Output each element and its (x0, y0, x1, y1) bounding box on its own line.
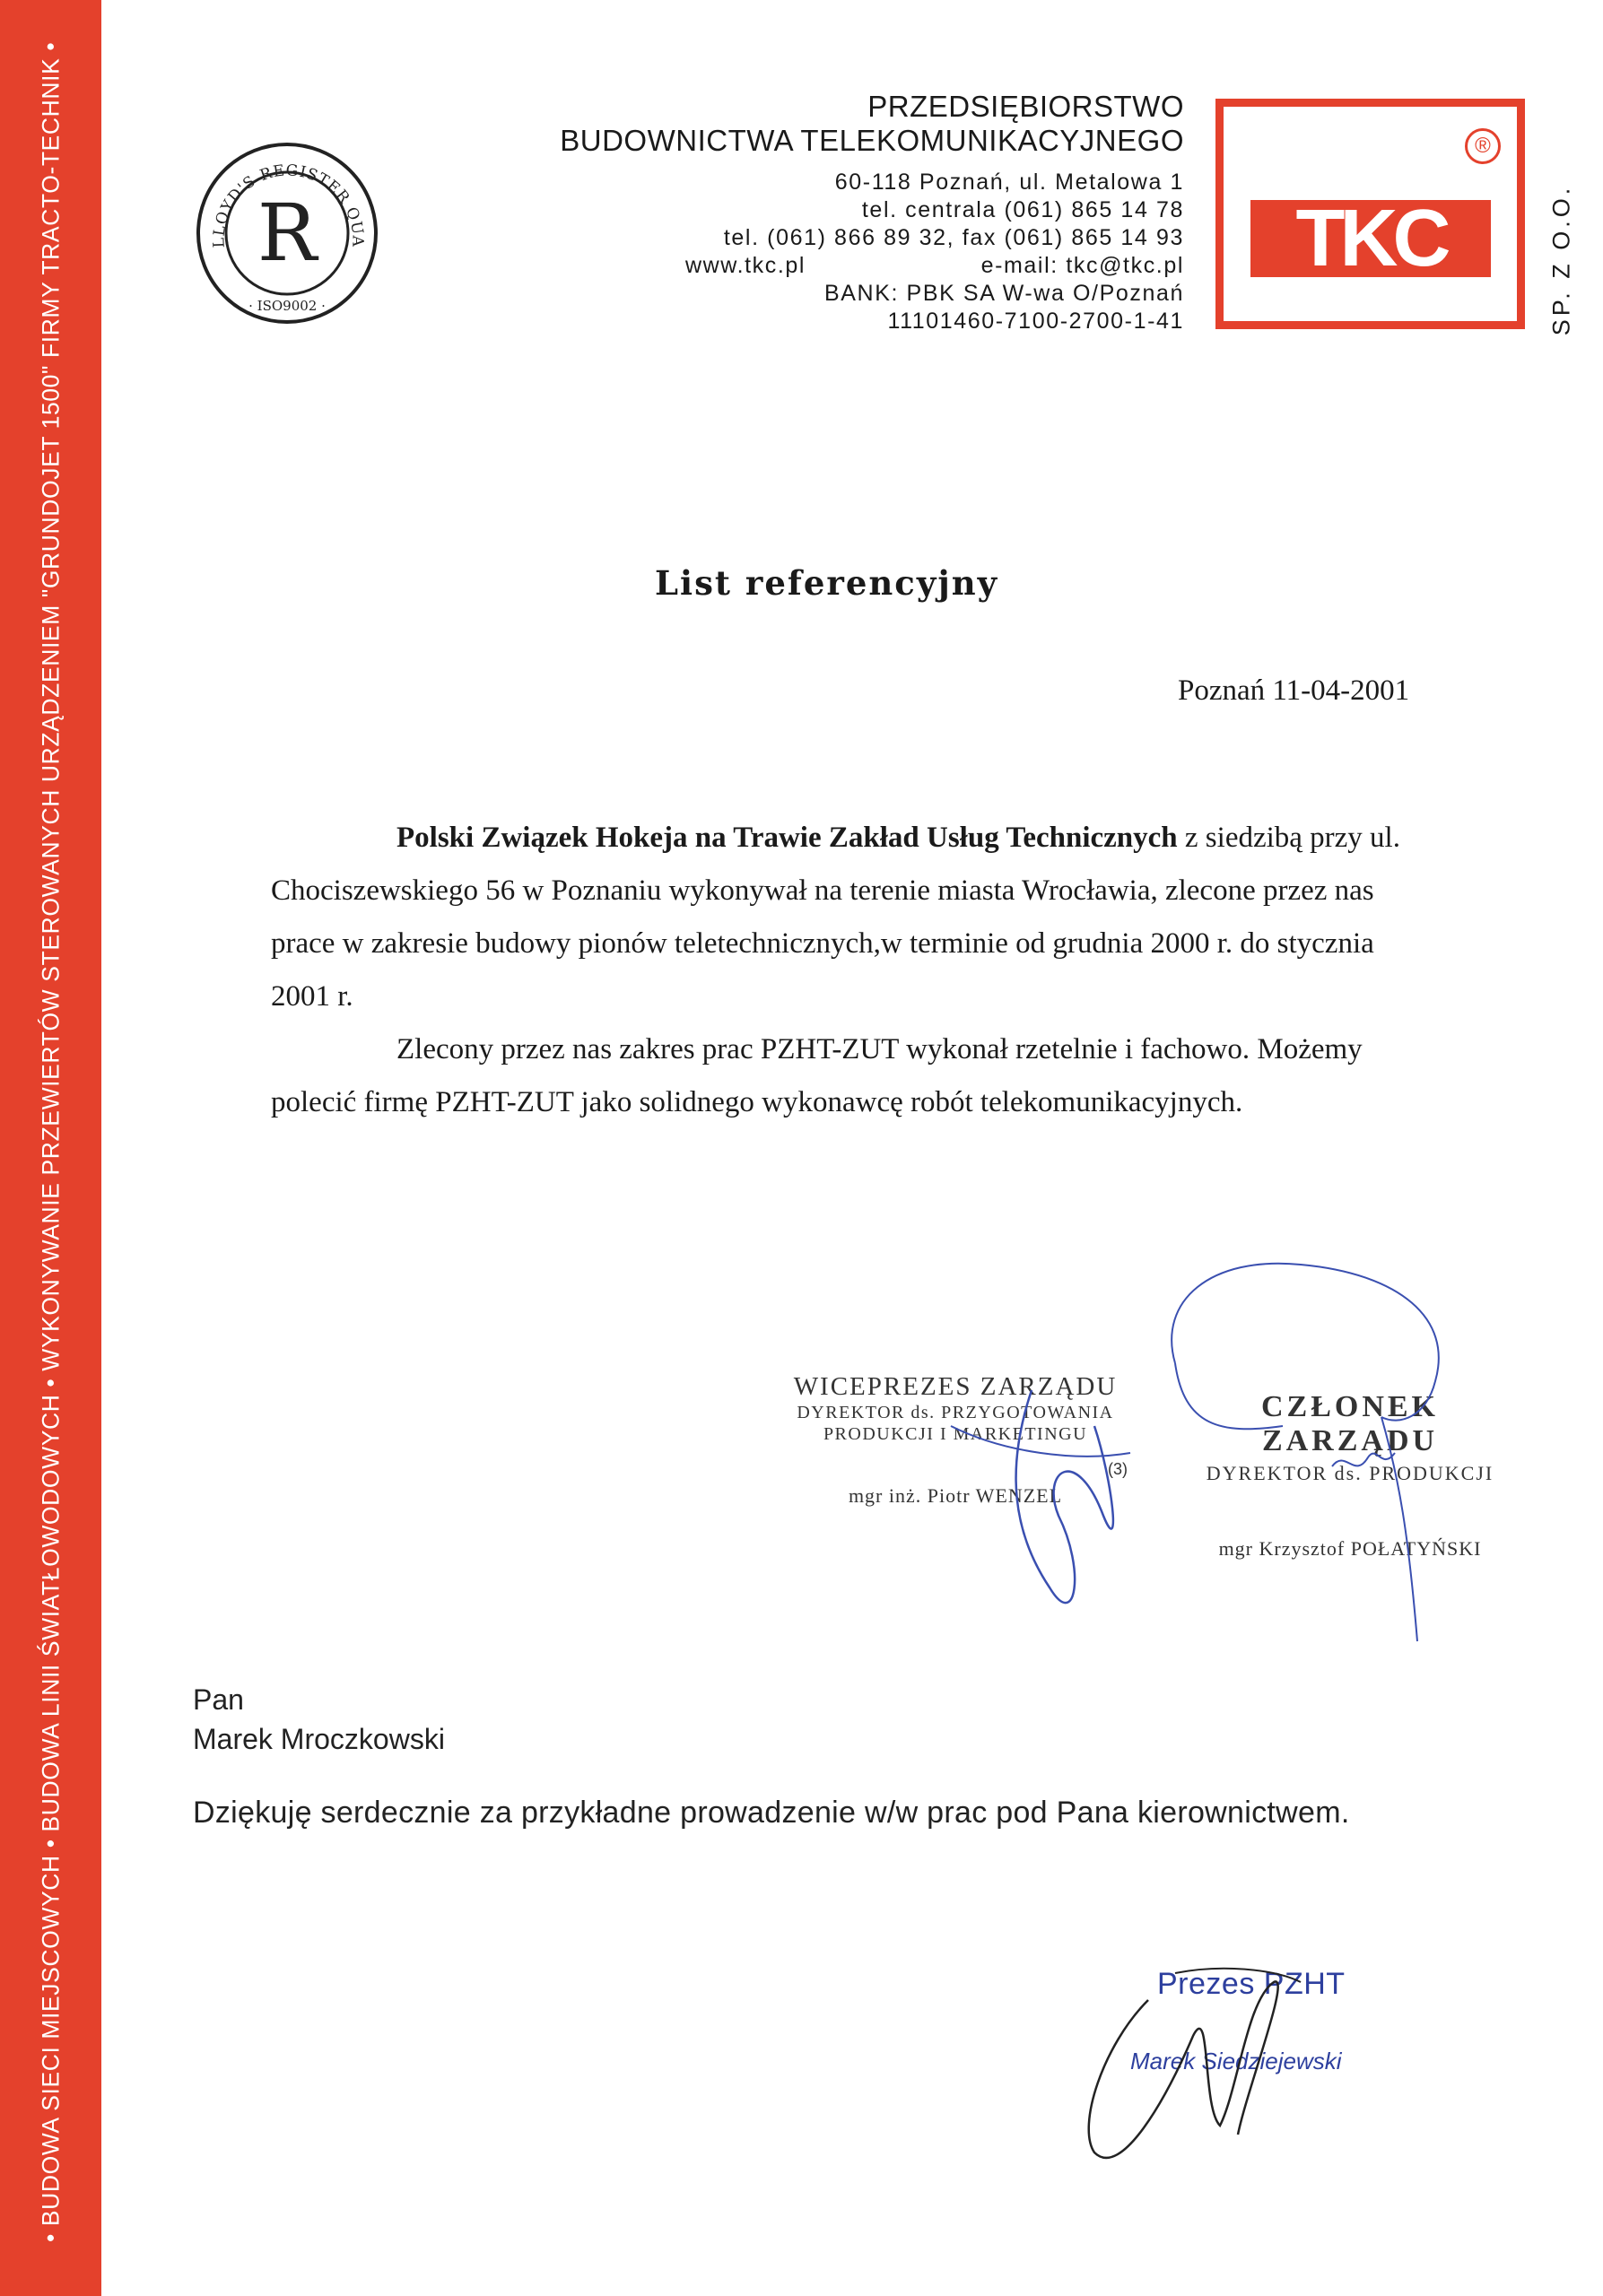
company-name-line2: BUDOWNICTWA TELEKOMUNIKACYJNEGO (560, 124, 1184, 157)
sidebar-services-text: • BUDOWA SIECI MIEJSCOWYCH • BUDOWA LINII ŚWIATŁOWODOWYCH • WYKONYWANIE PRZEWIERTÓW STEROWANYCH URZĄDZENIEM "GRUNDOJET 1500" FIRMY TRACTO-TECHNIK • (37, 41, 65, 2242)
president-title: Prezes PZHT (1157, 1967, 1346, 2001)
left-signer-title: WICEPREZES ZARZĄDU (793, 1372, 1118, 1401)
company-account: 11101460-7100-2700-1-41 (887, 309, 1184, 334)
company-web-email (466, 252, 1184, 280)
company-email: e-mail: tkc@tkc.pl (980, 253, 1184, 278)
tkc-logo (1215, 99, 1525, 329)
tkc-logo-text: TKC (1250, 200, 1491, 277)
svg-text:LLOYD'S REGISTER QUALITY ASSUR: LLOYD'S REGISTER QUA (210, 161, 367, 248)
company-address: 60-118 Poznań, ul. Metalowa 1 (834, 170, 1184, 195)
svg-text:· ISO9002 ·: · ISO9002 · (248, 298, 326, 314)
addressee-salutation: Pan (193, 1683, 244, 1716)
left-signer-role-1: DYREKTOR ds. PRZYGOTOWANIA (797, 1403, 1114, 1422)
company-bank: BANK: PBK SA W-wa O/Poznań (823, 281, 1184, 306)
addressee-name: Marek Mroczkowski (193, 1723, 445, 1755)
red-sidebar (0, 0, 101, 2296)
left-signer-role-2: PRODUKCJI I MARKETINGU (823, 1424, 1088, 1444)
president-name: Marek Siedziejewski (1130, 2048, 1342, 2074)
letter-date: Poznań 11-04-2001 (1178, 674, 1410, 707)
registered-mark-icon: ® (1465, 128, 1501, 164)
company-legal-form: SP. Z O.O. (1547, 184, 1575, 336)
svg-text:R: R (257, 187, 318, 279)
handwritten-signatures (897, 1247, 1525, 1659)
paragraph-1-rest: z siedzibą przy ul. Chociszewskiego 56 w Poznaniu wykonywał na terenie miasta Wrocławia, zlecone przez nas prace w zakresie budowy pionów teletechnicznych,w terminie od grudnia 2000 r. do stycznia 2001 r. (271, 822, 1400, 1013)
lloyds-iso-seal (196, 142, 379, 326)
left-stamp-mark: (3) (1108, 1460, 1128, 1478)
thanks-note: Dziękuję serdecznie za przykładne prowadzenie w/w prac pod Pana kierownictwem. (193, 1796, 1350, 1830)
company-phone-fax: tel. (061) 866 89 32, fax (061) 865 14 93 (723, 225, 1184, 250)
president-signature (1067, 1946, 1390, 2179)
seal-icon (196, 142, 379, 326)
company-header (466, 90, 1184, 335)
paragraph-2: Zlecony przez nas zakres prac PZHT-ZUT wykonał rzetelnie i fachowo. Możemy polecić firmę PZHT-ZUT jako solidnego wykonawcę robót telekomunikacyjnych. (271, 1033, 1363, 1118)
paragraph-1 (271, 812, 1437, 1023)
company-website: www.tkc.pl (685, 253, 806, 278)
letter-body (271, 812, 1437, 1129)
right-signer-title: CZŁONEK ZARZĄDU (1260, 1390, 1440, 1457)
left-signer-name: mgr inż. Piotr WENZEL (848, 1484, 1063, 1507)
letter-title: List referencyjny (655, 563, 999, 603)
company-name-line1: PRZEDSIĘBIORSTWO (867, 90, 1184, 123)
company-phone-central: tel. centrala (061) 865 14 78 (861, 197, 1184, 222)
right-signer-role: DYREKTOR ds. PRODUKCJI (1206, 1462, 1494, 1484)
paragraph-1-bold: Polski Związek Hokeja na Trawie Zakład Usług Technicznych (396, 822, 1178, 854)
addressee (193, 1680, 445, 1759)
right-signer-name: mgr Krzysztof POŁATYŃSKI (1218, 1537, 1482, 1560)
